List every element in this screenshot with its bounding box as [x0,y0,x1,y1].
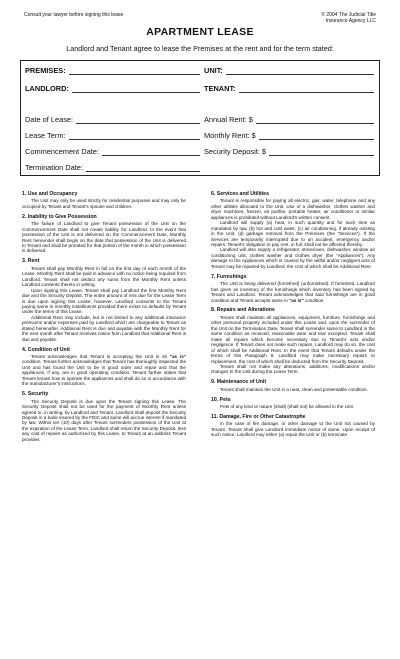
termination-date-field[interactable] [25,163,200,172]
section-heading: 2. Inability to Give Possession [22,213,97,220]
security-deposit-field[interactable] [204,147,374,156]
section-paragraph: The Unit may only be used strictly for residential purposes and may only be occupied by Tenant and Tenant’s spouse and children. [22,198,186,209]
lease-clauses-left-column [22,191,186,447]
lease-term-line[interactable] [69,131,200,140]
annual-rent-line[interactable] [256,115,374,124]
monthly-rent-field[interactable] [204,131,374,140]
lease-clauses-right-column [211,191,375,442]
annual-rent-field[interactable] [204,115,374,124]
section-heading: 4. Condition of Unit [22,346,70,353]
left-section [22,258,186,342]
section-paragraph: In the case of fire damage, or other damage to the Unit not caused by Tenant, Tenant shall give Landlord immediate notice of same. Upon receipt of such notice, Landlord may either (a) repair the Unit or (b) terminate [211,421,375,438]
premises-line[interactable] [69,66,200,75]
right-section [211,307,375,374]
section-heading: 8. Repairs and Alterations [211,307,275,314]
copyright-line-1: © 2004 The Judicial Title [321,12,376,18]
section-heading: 11. Damage, Fire or Other Catastrophe [211,414,306,421]
date-of-lease-line[interactable] [76,115,200,124]
section-paragraph: Tenant shall maintain the Unit in a neat, clean and presentable condition. [220,386,368,392]
tenant-field[interactable] [204,84,374,93]
section-paragraph: Additional Rent may include, but is not limited to any additional insurance premiums and/or expenses paid by Landlord which are chargeable to Tenant as stated hereinafter. Additional Rent is due and payable with the Monthly Rent for the next month after Tenant receives notice from Landlord that Additional Rent is due and payable. [22,314,186,342]
section-heading: 3. Rent [22,258,40,265]
section-heading: 7. Furnishings [211,273,247,280]
left-section [22,347,186,387]
section-heading: 5. Security [22,391,49,398]
section-paragraph: Tenant shall not make any alterations, additions, modifications and/or changes to the Unit during the Lease Term. [211,363,375,375]
right-section [211,191,375,269]
section-heading: 9. Maintenance of Unit [211,379,267,386]
left-section [22,391,186,442]
section-paragraph: Landlord will also supply a refrigerator, stove/oven, dishwasher, window air conditioning unit, clothes washer and clothes dryer (the “Appliances”). Any damage to the Appliances which is caused by the willful and/or negligent acts of Tenant may be repaired by Landlord, the cost of which shall be Additional Rent. [211,247,375,269]
section-paragraph: Tenant shall maintain all appliances, equipment, furniture, furnishings and other personal property included under this Lease and, upon the surrender of the Unit on the Termination Date, Tenant shall surrender same to Landlord in the same condition as received, reasonable wear and tear excepted. Tenant shall make all repairs which become necessary due to Tenant’s acts and/or negligence. If Tenant does not make such repairs, Landlord may do so, the cost of which shall be Additional Rent. In the event that Tenant defaults under the terms of this Paragraph 9, Landlord may make necessary repairs or replacement, the cost of which shall be deducted from the Security Deposit. [211,314,375,364]
section-paragraph: Tenant is responsible for paying all electric, gas, water, telephone and any other utilities allocated to the Unit. Use of a dishwasher, clothes washer and dryer machines, freezer, air purifier, portable heater, air conditioner or similar appliances is prohibited without Landlord’s written consent. [211,198,375,220]
document-subtitle: Landlord and Tenant agree to lease the Premises at the rent and for the term stated: [66,44,334,53]
section-paragraph: Upon signing this Lease, Tenant shall pay Landlord the first Monthly Rent due and the Security Deposit. The entire amount of rent due for the Lease Term is due upon signing this Lease; however, Landlord consents to the Tenant paying same in monthly installments provided there exists no defaults by Tenant under the terms of this Lease. [22,287,186,315]
commencement-date-field[interactable] [25,147,200,156]
copyright-line-2: Insurance Agency LLC [325,18,376,24]
tenant-line[interactable] [239,84,374,93]
section-paragraph: The Unit is being delivered (furnished) (unfurnished). If furnished, Landlord has given an inventory of the furnishings which inventory has been signed by Tenant and Landlord. Tenant acknowledges that said furnishings are in good condition and Tenant accepts same in "as is" condition. [211,281,375,303]
document-title: APARTMENT LEASE [146,26,254,38]
monthly-rent-line[interactable] [259,131,374,140]
left-section [22,214,186,254]
monthly-rent-label: Monthly Rent: $ [204,131,256,140]
security-deposit-label: Security Deposit: $ [204,147,267,156]
security-deposit-line[interactable] [269,147,374,156]
commencement-date-label: Commencement Date: [25,147,99,156]
unit-label: UNIT: [204,66,223,75]
as-is-emphasis: "as is" [289,297,304,303]
section-heading: 10. Pets [211,396,231,403]
section-paragraph: Landlord will supply (a) heat, in such quantity and for such time as mandated by law, (b) hot and cold water, (c) air conditioning, if already existing in the Unit, (d) garbage removal from the Premises (the “Services”). If the Services are temporarily interrupted due to an accident, emergency and/or repairs, Tenant’s obligation to pay rent, in full, shall not be affected thereby. [211,220,375,248]
tenant-label: TENANT: [204,84,236,93]
termination-date-line[interactable] [86,163,200,172]
as-is-emphasis: "as is" [169,354,186,360]
right-section [211,379,375,392]
section-paragraph: The failure of Landlord to give Tenant possession of the Unit on the Commencement Date shall not create liability for Landlord. In the event that possession of the Unit is not delivered on the Commencement Date, Monthly Rent hereunder shall begin on the date that possession of the Unit is delivered to Tenant and shall be prorated for that portion of the month in which possession is delivered. [22,221,186,254]
date-of-lease-field[interactable] [25,115,200,124]
lawyer-notice: Consult your lawyer before signing this lease [24,12,124,18]
landlord-field[interactable] [25,84,200,93]
right-section [211,414,375,438]
section-heading: 6. Services and Utilities [211,191,269,197]
section-paragraph: Tenant acknowledges that Tenant is accepting the Unit in its "as is" condition. Tenant further acknowledges that Tenant has thoroughly inspected the Unit and has found the Unit to be in good order and repair and that the appliances, if any, are in good operating condition. Tenant further states that Tenant knows how to operate the appliances and shall do so in accordance with the manufacturer’s instructions. [22,354,186,387]
annual-rent-label: Annual Rent: $ [204,115,253,124]
premises-field[interactable] [25,66,200,75]
section-paragraph: Tenant shall pay Monthly Rent in full on the first day of each month of the Lease. Monthly Rent shall be paid in advance with no notice being required from Landlord. Tenant shall not deduct any sums from the Monthly Rent unless Landlord consents thereto in writing. [22,265,186,288]
section-heading: 1. Use and Occupancy [22,191,78,197]
copyright-notice [321,12,376,24]
commencement-date-line[interactable] [102,147,200,156]
landlord-line[interactable] [72,84,200,93]
lease-term-label: Lease Term: [25,131,66,140]
section-paragraph: The Security Deposit is due upon the Tenant signing this Lease. The Security Deposit shall not be used for the payment of Monthly Rent unless agreed to, in writing, by Landlord and Tenant. Landlord shall deposit the Security Deposit in a bank insured by the FDIC and same will accrue interest if mandated by law. Within ten (10) days after Tenant surrenders possession of the Unit at the expiration of the Lease Term, Landlord shall return the Security Deposit, less any cost of repairs as authorized by this Lease, to Tenant at an address Tenant provides. [22,398,186,442]
unit-field[interactable] [204,66,374,75]
unit-line[interactable] [226,66,374,75]
premises-label: PREMISES: [25,66,66,75]
termination-date-label: Termination Date: [25,163,83,172]
section-paragraph: Pets of any kind or nature (shall) (shall not) be allowed in the Unit. [220,404,355,410]
right-section [211,274,375,303]
date-of-lease-label: Date of Lease: [25,115,74,124]
right-section [211,397,375,410]
left-section [22,191,186,209]
landlord-label: LANDLORD: [25,84,69,93]
lease-term-field[interactable] [25,131,200,140]
